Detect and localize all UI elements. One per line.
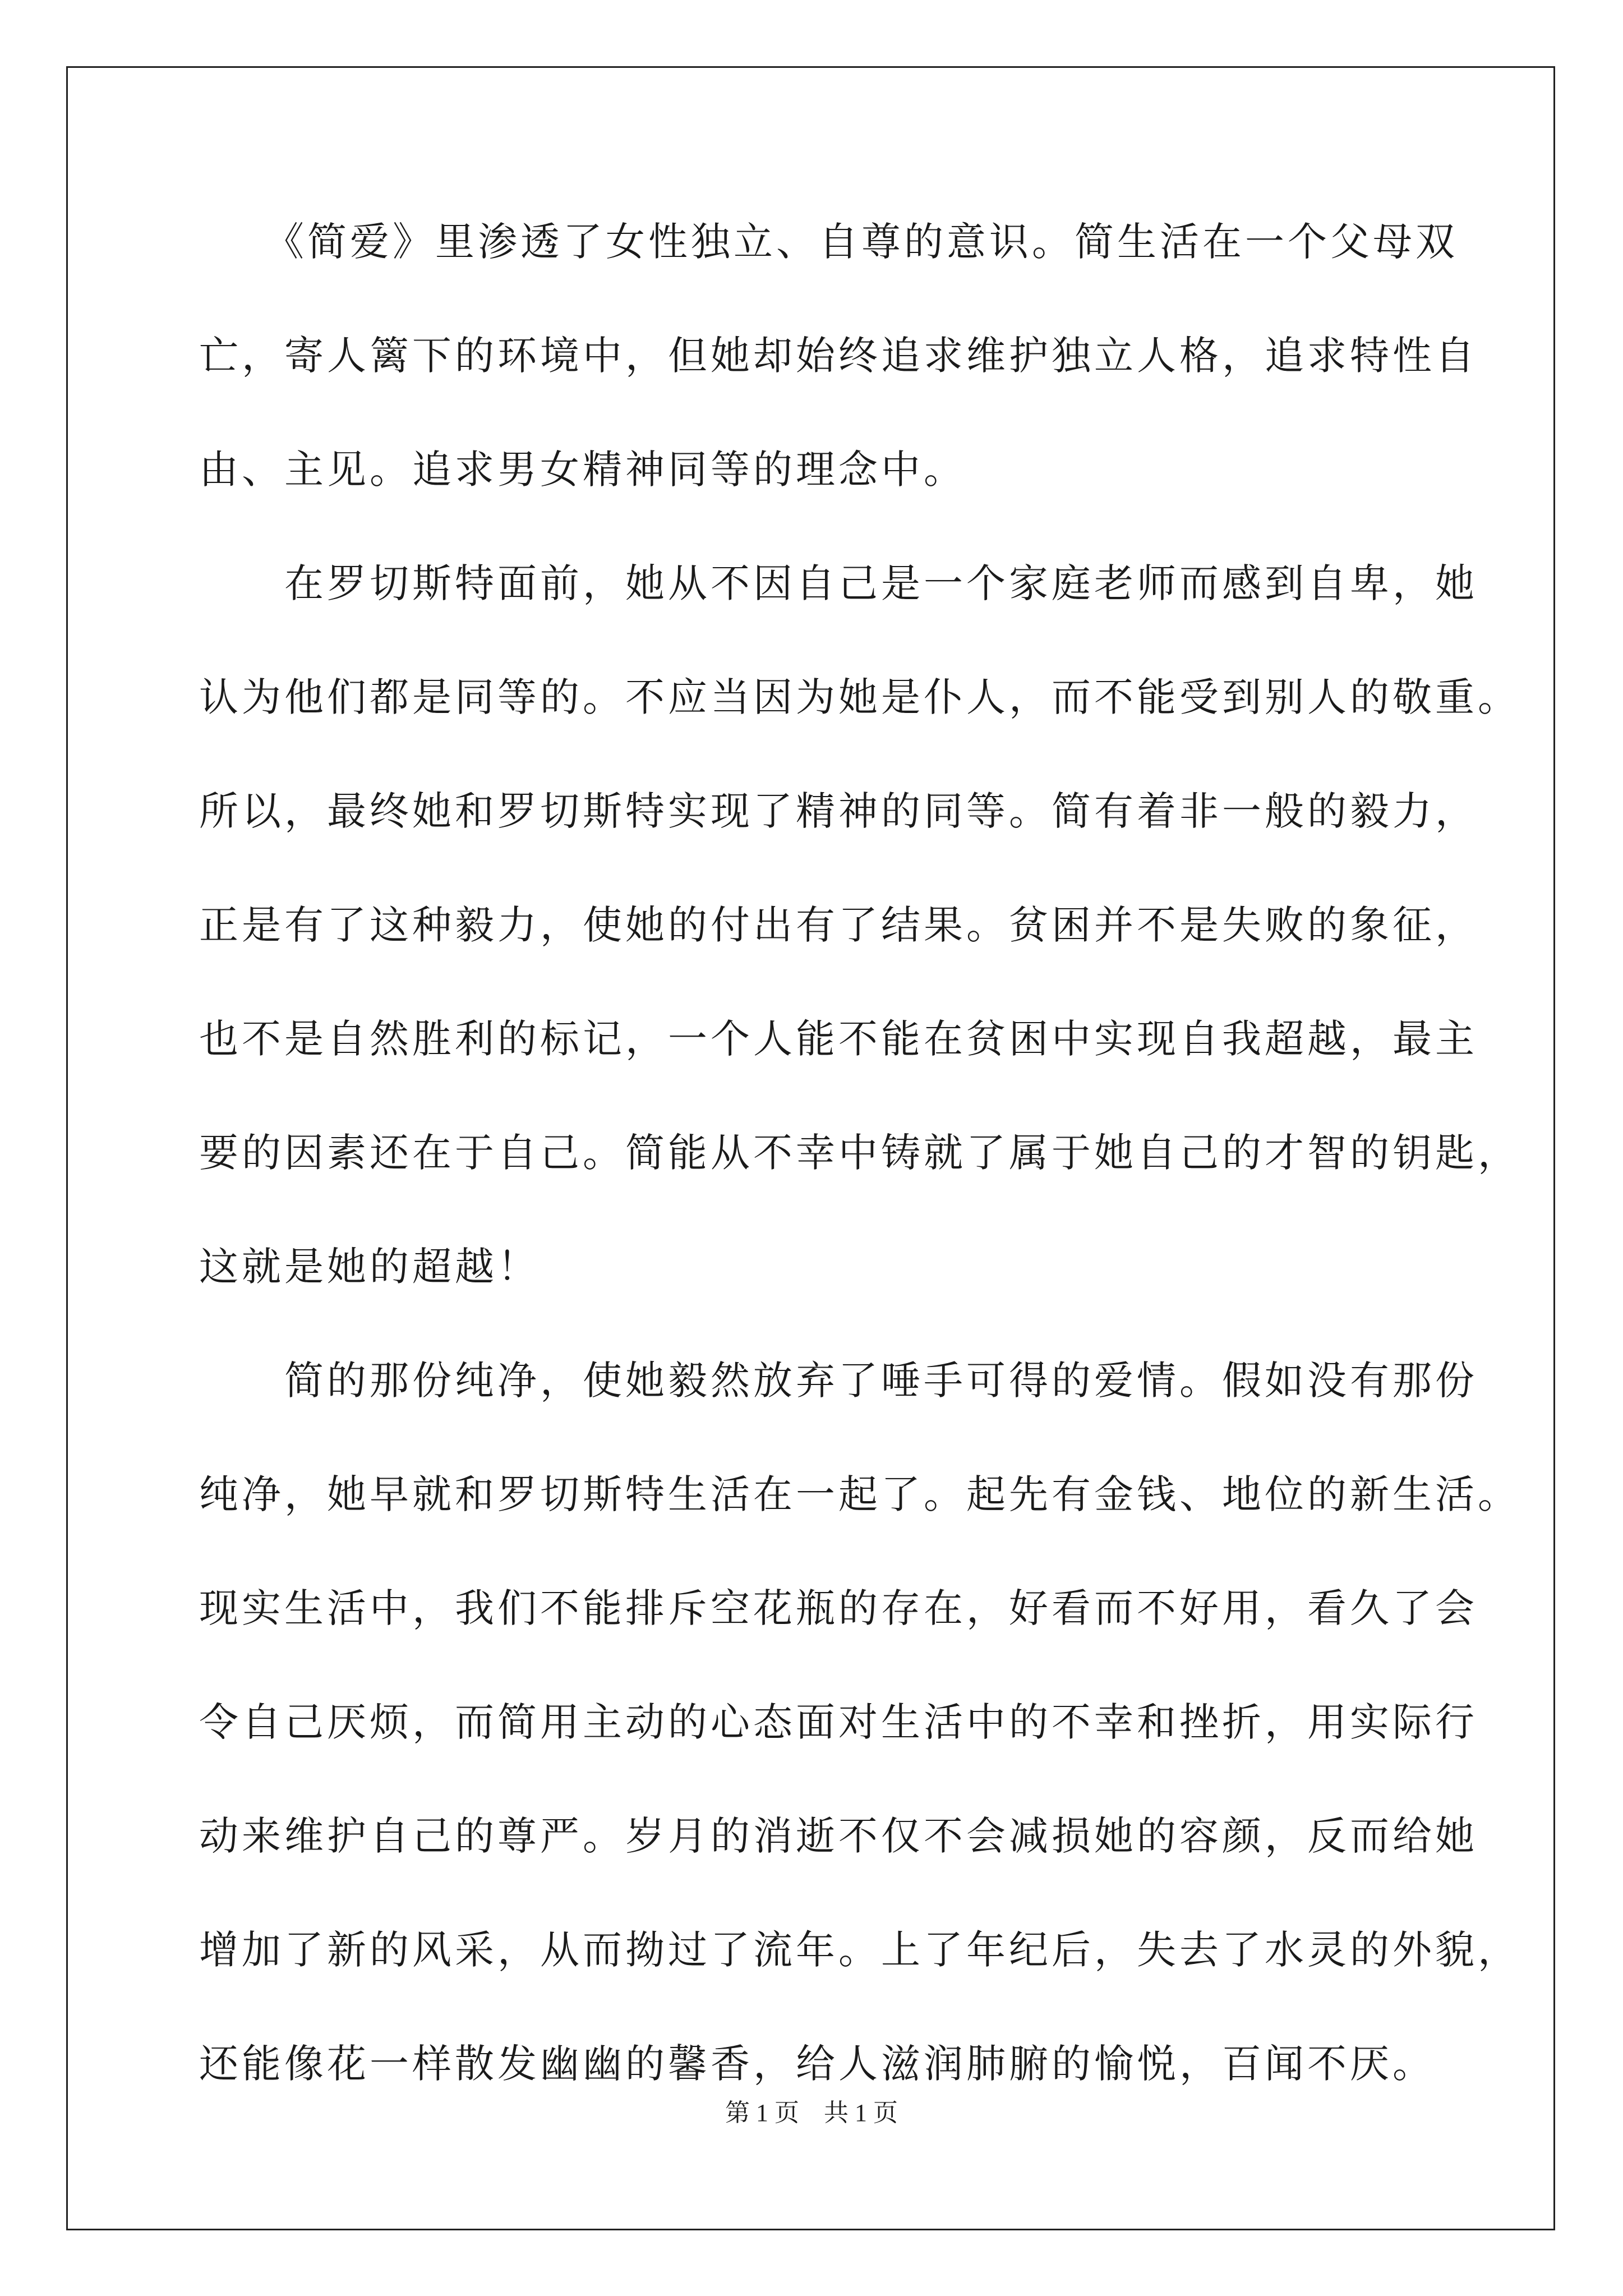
text-line: 纯净，她早就和罗切斯特生活在一起了。起先有金钱、地位的新生活。 — [199, 1471, 1520, 1517]
text-line: 要的因素还在于自己。简能从不幸中铸就了属于她自己的才智的钥匙， — [199, 1130, 1520, 1176]
text-line: 亡，寄人篱下的环境中，但她却始终追求维护独立人格，追求特性自 — [199, 333, 1478, 379]
text-line: 增加了新的风采，从而拗过了流年。上了年纪后，失去了水灵的外貌， — [199, 1927, 1520, 1973]
text-line: 这就是她的超越！ — [199, 1244, 540, 1290]
text-line: 还能像花一样散发幽幽的馨香，给人滋润肺腑的愉悦，百闻不厌。 — [199, 2041, 1435, 2087]
text-line: 认为他们都是同等的。不应当因为她是仆人，而不能受到别人的敬重。 — [199, 674, 1520, 720]
text-line: 动来维护自己的尊严。岁月的消逝不仅不会减损她的容颜，反而给她 — [199, 1813, 1478, 1859]
text-line: 由、主见。追求男女精神同等的理念中。 — [199, 447, 966, 493]
page-number: 第 1 页 共 1 页 — [725, 2099, 898, 2127]
text-line: 《简爱》里渗透了女性独立、自尊的意识。简生活在一个父母双 — [199, 219, 1458, 265]
text-line: 令自己厌烦，而简用主动的心态面对生活中的不幸和挫折，用实际行 — [199, 1699, 1478, 1745]
text-line: 也不是自然胜利的标记，一个人能不能在贫困中实现自我超越，最主 — [199, 1016, 1478, 1062]
text-line: 现实生活中，我们不能排斥空花瓶的存在，好看而不好用，看久了会 — [199, 1585, 1478, 1631]
text-line: 简的那份纯净，使她毅然放弃了唾手可得的爱情。假如没有那份 — [199, 1358, 1478, 1404]
text-line: 正是有了这种毅力，使她的付出有了结果。贫困并不是失败的象征， — [199, 902, 1478, 948]
text-line: 在罗切斯特面前，她从不因自己是一个家庭老师而感到自卑，她 — [199, 560, 1478, 606]
text-line: 所以，最终她和罗切斯特实现了精神的同等。简有着非一般的毅力， — [199, 788, 1478, 834]
